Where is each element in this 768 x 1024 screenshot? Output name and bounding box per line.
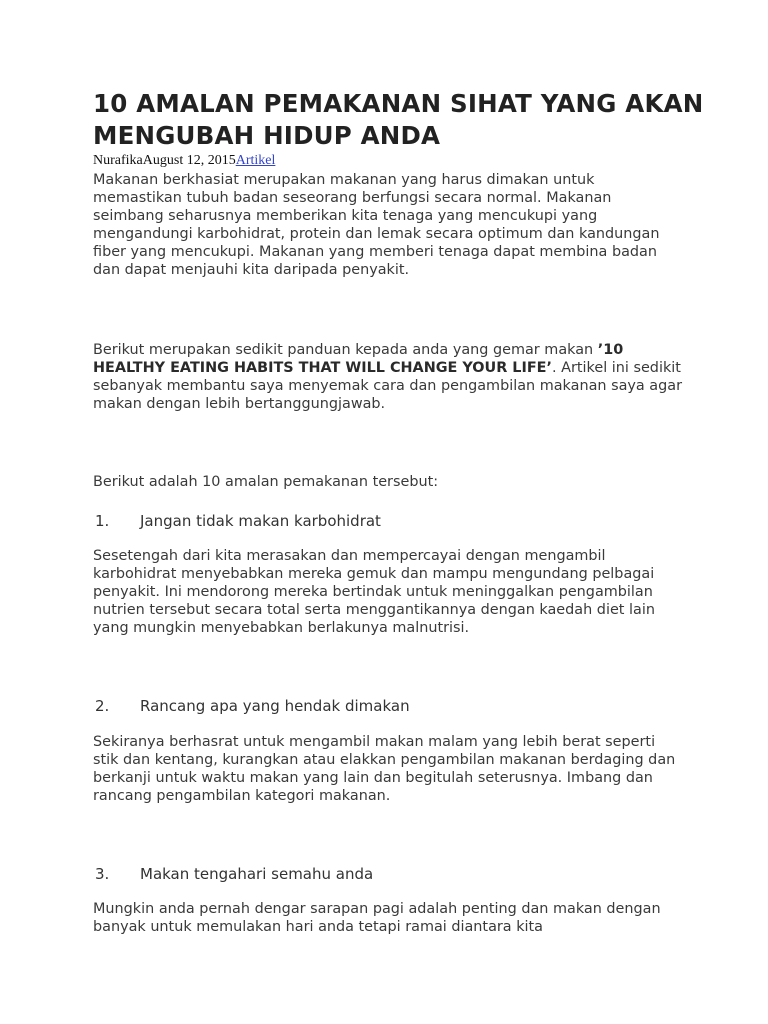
list-item-number: 1. — [95, 512, 110, 530]
list-item-number: 2. — [95, 697, 110, 715]
intro-paragraph: Makanan berkhasiat merupakan makanan yang harus dimakan untuk memastikan tubuh badan seseorang berfungsi secara normal. Makanan seimbang seharusnya memberikan kita tenaga yang mencukupi yang mengandungi karbohidrat, protein dan lemak secara optimum dan kandungan fiber yang mencukupi. Makanan yang memberi tenaga dapat membina badan dan dapat menjauhi kita daripada penyakit. — [93, 172, 660, 278]
article-meta — [93, 153, 275, 169]
list-item-body: Sesetengah dari kita merasakan dan mempercayai dengan mengambil karbohidrat menyebabkan mereka gemuk dan mampu mengundang pelbagai penyakit. Ini mendorong mereka bertindak untuk meninggalkan pengambilan nutrien tersebut secara total serta menggantikannya dengan kaedah diet lain yang mungkin menyebabkan berlakunya malnutrisi. — [93, 548, 655, 636]
guide-title-bold: ’10 HEALTHY EATING HABITS THAT WILL CHANGE YOUR LIFE’ — [93, 342, 624, 376]
guide-text-prefix: Berikut merupakan sedikit panduan kepada anda yang gemar makan — [93, 342, 598, 358]
list-item-body: Mungkin anda pernah dengar sarapan pagi adalah penting dan makan dengan banyak untuk memulakan hari anda tetapi ramai diantara kita — [93, 901, 661, 935]
list-item-number: 3. — [95, 865, 110, 883]
list-item-title: Jangan tidak makan karbohidrat — [140, 512, 381, 530]
guide-text-suffix: . Artikel ini sedikit sebanyak membantu saya menyemak cara dan pengambilan makanan saya agar makan dengan lebih bertanggungjawab. — [93, 360, 682, 412]
guide-paragraph — [93, 341, 683, 413]
author-name: Nurafika — [93, 153, 143, 168]
publish-date: August 12, 2015 — [142, 153, 236, 168]
list-intro-paragraph: Berikut adalah 10 amalan pemakanan tersebut: — [93, 474, 439, 490]
category-link[interactable]: Artikel — [235, 153, 276, 168]
list-item-title: Makan tengahari semahu anda — [140, 865, 374, 883]
article-title: 10 AMALAN PEMAKANAN SIHAT YANG AKAN MENGUBAH HIDUP ANDA — [93, 89, 704, 150]
list-item-body: Sekiranya berhasrat untuk mengambil makan malam yang lebih berat seperti stik dan kentang, kurangkan atau elakkan pengambilan makanan berdaging dan berkanji untuk waktu makan yang lain dan begitulah seterusnya. Imbang dan rancang pengambilan kategori makanan. — [93, 734, 676, 804]
list-item-title: Rancang apa yang hendak dimakan — [140, 697, 410, 715]
